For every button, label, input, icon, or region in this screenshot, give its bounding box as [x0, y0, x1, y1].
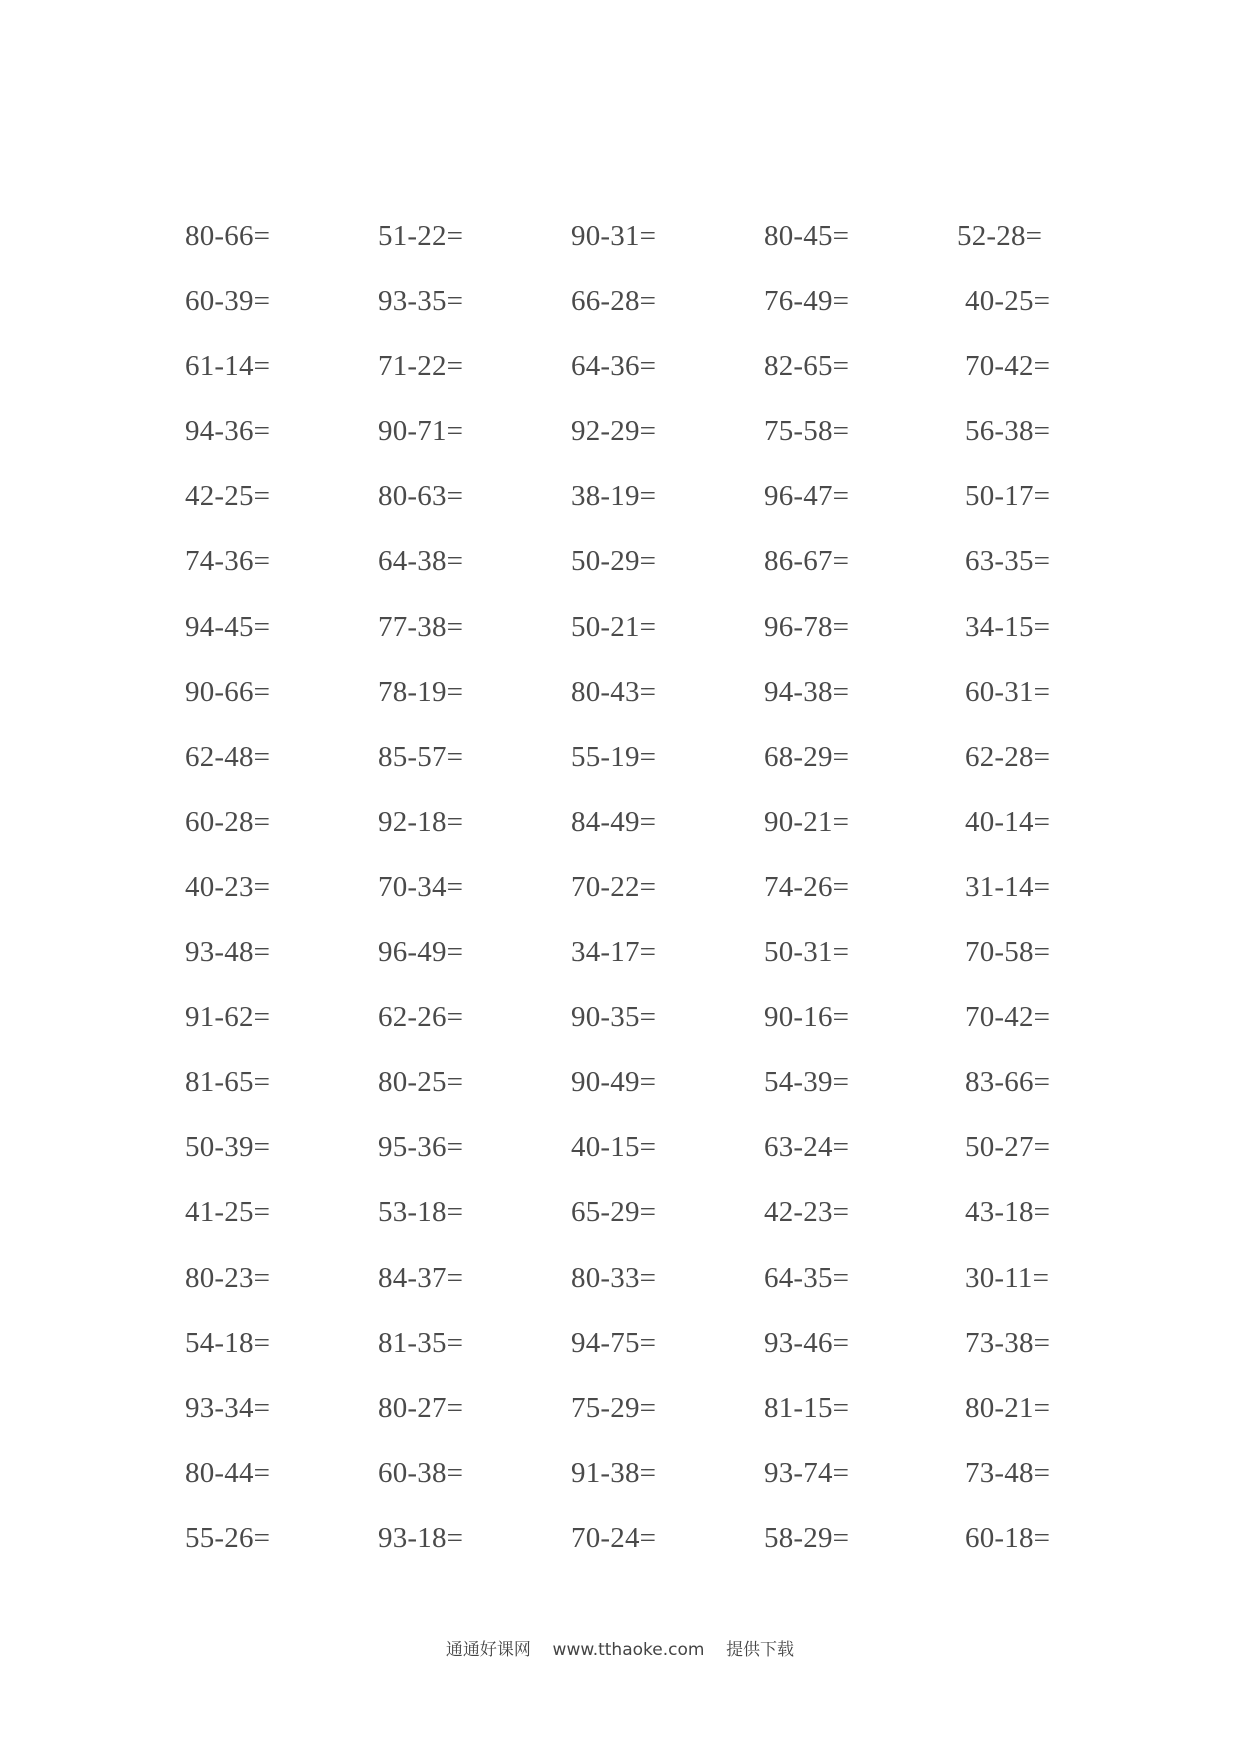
math-problem: 94-36=: [185, 415, 271, 448]
math-problem: 50-21=: [571, 610, 657, 643]
math-problem: 58-29=: [764, 1521, 850, 1554]
math-problem: 82-65=: [764, 350, 850, 383]
math-problem: 70-24=: [571, 1521, 657, 1554]
math-problem: 34-15=: [965, 610, 1051, 643]
math-problem: 50-29=: [571, 545, 657, 578]
math-problem: 60-31=: [965, 675, 1051, 708]
math-problem: 90-71=: [378, 415, 464, 448]
math-problem: 74-26=: [764, 870, 850, 903]
math-problem: 93-48=: [185, 936, 271, 969]
math-problem: 92-29=: [571, 415, 657, 448]
math-problem: 70-42=: [965, 350, 1051, 383]
math-problem: 62-28=: [965, 740, 1051, 773]
math-problem: 60-38=: [378, 1456, 464, 1489]
math-problem: 93-34=: [185, 1391, 271, 1424]
math-problem: 93-35=: [378, 285, 464, 318]
math-problem: 31-14=: [965, 870, 1051, 903]
math-problem: 75-58=: [764, 415, 850, 448]
math-problem: 94-75=: [571, 1326, 657, 1359]
math-problem: 56-38=: [965, 415, 1051, 448]
math-problem: 90-66=: [185, 675, 271, 708]
math-problem: 96-78=: [764, 610, 850, 643]
math-problem: 40-14=: [965, 805, 1051, 838]
math-problem: 50-27=: [965, 1131, 1051, 1164]
math-problem: 96-49=: [378, 936, 464, 969]
math-problem: 38-19=: [571, 480, 657, 513]
math-problem: 70-58=: [965, 936, 1051, 969]
math-problem: 41-25=: [185, 1196, 271, 1229]
math-problem: 50-17=: [965, 480, 1051, 513]
footer-note: 提供下载: [726, 1640, 795, 1660]
math-problem: 80-25=: [378, 1066, 464, 1099]
math-problem: 80-45=: [764, 220, 850, 252]
math-problem: 90-16=: [764, 1001, 850, 1034]
math-problem: 90-31=: [571, 220, 657, 252]
math-problem: 71-22=: [378, 350, 464, 383]
math-problem: 80-43=: [571, 675, 657, 708]
math-problem: 80-66=: [185, 220, 271, 252]
math-problem: 75-29=: [571, 1391, 657, 1424]
math-problem: 93-18=: [378, 1521, 464, 1554]
math-problem: 80-33=: [571, 1261, 657, 1294]
math-problem: 64-35=: [764, 1261, 850, 1294]
math-problem: 91-38=: [571, 1456, 657, 1489]
math-problem: 30-11=: [965, 1261, 1050, 1294]
math-problem: 64-38=: [378, 545, 464, 578]
math-problem: 70-34=: [378, 870, 464, 903]
math-problem: 42-23=: [764, 1196, 850, 1229]
math-problem: 94-38=: [764, 675, 850, 708]
math-problem: 70-22=: [571, 870, 657, 903]
math-problem: 52-28=: [957, 220, 1043, 252]
math-problem: 66-28=: [571, 285, 657, 318]
math-problem: 40-25=: [965, 285, 1051, 318]
math-problem: 84-37=: [378, 1261, 464, 1294]
footer-site-name: 通通好课网: [445, 1640, 531, 1660]
math-problem: 90-35=: [571, 1001, 657, 1034]
math-problem: 81-35=: [378, 1326, 464, 1359]
math-problem: 55-26=: [185, 1521, 271, 1554]
math-problem: 91-62=: [185, 1001, 271, 1034]
math-problem: 42-25=: [185, 480, 271, 513]
math-problem: 77-38=: [378, 610, 464, 643]
math-problem: 93-74=: [764, 1456, 850, 1489]
math-problem: 73-48=: [965, 1456, 1051, 1489]
math-problem: 90-21=: [764, 805, 850, 838]
math-problem: 68-29=: [764, 740, 850, 773]
math-problem: 80-21=: [965, 1391, 1051, 1424]
math-problem: 60-18=: [965, 1521, 1051, 1554]
math-problem: 62-48=: [185, 740, 271, 773]
math-problem: 84-49=: [571, 805, 657, 838]
math-problem: 92-18=: [378, 805, 464, 838]
math-problem: 51-22=: [378, 220, 464, 252]
math-problem: 86-67=: [764, 545, 850, 578]
math-problem: 93-46=: [764, 1326, 850, 1359]
math-problem: 81-15=: [764, 1391, 850, 1424]
math-problem: 53-18=: [378, 1196, 464, 1229]
math-problem: 50-31=: [764, 936, 850, 969]
math-problem: 80-27=: [378, 1391, 464, 1424]
math-problem: 70-42=: [965, 1001, 1051, 1034]
math-problem: 54-39=: [764, 1066, 850, 1099]
math-problem: 60-28=: [185, 805, 271, 838]
math-problem: 80-23=: [185, 1261, 271, 1294]
math-problem: 80-44=: [185, 1456, 271, 1489]
math-problem: 40-23=: [185, 870, 271, 903]
math-problem: 95-36=: [378, 1131, 464, 1164]
math-problem: 78-19=: [378, 675, 464, 708]
math-problem: 80-63=: [378, 480, 464, 513]
math-problem: 54-18=: [185, 1326, 271, 1359]
math-problem: 64-36=: [571, 350, 657, 383]
math-problem: 63-35=: [965, 545, 1051, 578]
math-problem: 73-38=: [965, 1326, 1051, 1359]
subtraction-problem-grid: [185, 222, 1085, 1589]
math-problem: 61-14=: [185, 350, 271, 383]
math-problem: 63-24=: [764, 1131, 850, 1164]
math-problem: 50-39=: [185, 1131, 271, 1164]
math-problem: 96-47=: [764, 480, 850, 513]
math-problem: 65-29=: [571, 1196, 657, 1229]
footer: [0, 1635, 1240, 1660]
footer-url: www.tthaoke.com: [552, 1640, 705, 1660]
math-problem: 34-17=: [571, 936, 657, 969]
math-problem: 62-26=: [378, 1001, 464, 1034]
math-problem: 81-65=: [185, 1066, 271, 1099]
math-problem: 83-66=: [965, 1066, 1051, 1099]
math-problem: 85-57=: [378, 740, 464, 773]
math-problem: 40-15=: [571, 1131, 657, 1164]
math-problem: 74-36=: [185, 545, 271, 578]
math-problem: 43-18=: [965, 1196, 1051, 1229]
math-problem: 76-49=: [764, 285, 850, 318]
math-problem: 55-19=: [571, 740, 657, 773]
math-problem: 60-39=: [185, 285, 271, 318]
math-problem: 90-49=: [571, 1066, 657, 1099]
math-problem: 94-45=: [185, 610, 271, 643]
